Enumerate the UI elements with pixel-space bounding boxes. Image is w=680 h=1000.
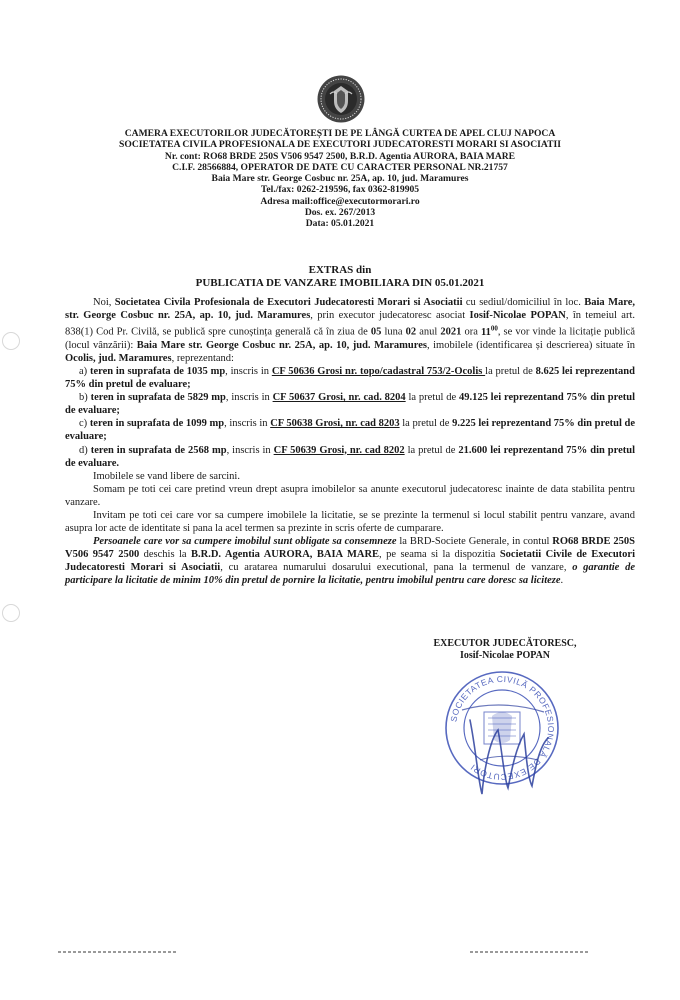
list-item: b) teren in suprafata de 5829 mp, inscris in CF 50637 Grosi, nr. cad. 8204 la pretul de 49.125 lei reprezentand 75% din pretul de evaluare; (65, 392, 635, 417)
phone-fax: Tel./fax: 0262-219596, fax 0362-819905 (260, 184, 420, 196)
free-of-charges-paragraph: Imobilele se vand libere de sarcini. (93, 470, 240, 482)
scan-artifact-line (470, 951, 590, 953)
email: Adresa mail:office@executormorari.ro (260, 195, 420, 207)
coat-of-arms-emblem (316, 74, 366, 124)
signer-title: EXECUTOR JUDECĂTORESC, (433, 638, 577, 649)
signature-block (405, 638, 605, 662)
document-title (40, 264, 640, 290)
invitation-paragraph: Invitam pe toti cei care vor sa cumpere imobilele la licitatie, se se prezinte la termenul si locul stabilit pentru vanzare, avand asupra lor acte de identitate si pana la acel termen sa prezinte in scris oferte de cumparare. (65, 510, 635, 535)
stamp-text: SOCIETATEA CIVILĂ PROFESIONALĂ DE EXECUTORI (448, 673, 557, 783)
document-body (65, 296, 635, 588)
signer-name: Iosif-Nicolae POPAN (459, 650, 551, 661)
list-item: a) teren in suprafata de 1035 mp, inscris in CF 50636 Grosi nr. topo/cadastral 753/2-Ocolis la pretul de 8.625 lei reprezentand 75% din pretul de evaluare; (65, 365, 635, 391)
handwritten-signature (452, 690, 562, 800)
tax-id: C.I.F. 28566884, OPERATOR DE DATE CU CARACTER PERSONAL NR.21757 (172, 161, 508, 173)
document-date: Data: 05.01.2021 (305, 218, 375, 230)
scan-artifact-line (58, 951, 178, 953)
company-name: SOCIETATEA CIVILA PROFESIONALA DE EXECUTORI JUDECATORESTI MORARI SI ASOCIATII (119, 139, 561, 151)
file-number: Dos. ex. 267/2013 (304, 207, 376, 219)
guarantee-paragraph: Persoanele care vor sa cumpere imobilul sunt obligate sa consemneze la BRD-Societe Generale, in contul RO68 BRDE 250S V506 9547 2500 deschis la B.R.D. Agentia AURORA, BAIA MARE, pe seama si la dispozitia Societatii Civile de Executori Judecatoresti Morari si Asociatii, cu aratarea numarului dosarului executional, pana la termenul de vanzare, o garantie de participare la licitatie de minim 10% din pretul de pornire la licitatie, pentru imobilul pentru care doresc sa liciteze. (65, 536, 636, 587)
summons-paragraph: Somam pe toti cei care pretind vreun drept asupra imobilelor sa anunte executorul judecatoresc inainte de data stabilita pentru vanzare. (65, 483, 635, 508)
title-line-2: PUBLICATIA DE VANZARE IMOBILIARA DIN 05.01.2021 (195, 277, 485, 289)
address: Baia Mare str. George Cosbuc nr. 25A, ap. 10, jud. Maramures (211, 173, 469, 185)
letterhead (40, 128, 640, 230)
punch-hole-mark (2, 604, 20, 622)
title-line-1: EXTRAS din (308, 264, 372, 276)
chamber-name: CAMERA EXECUTORILOR JUDECĂTOREȘTI DE PE LÂNGĂ CURTEA DE APEL CLUJ NAPOCA (124, 128, 556, 139)
punch-hole-mark (2, 332, 20, 350)
intro-paragraph: Noi, Societatea Civila Profesionala de Executori Judecatoresti Morari si Asociatii cu sediul/domiciliul în loc. Baia Mare, str. George Cosbuc nr. 25A, ap. 10, jud. Maramures, prin executor judecatoresc asociat Iosif-Nicolae POPAN, în temeiul art. 838(1) Cod Pr. Civilă, se publică spre cunoștința generală că în ziua de 05 luna 02 anul 2021 ora $11^{00}$, se vor vinde la licitație publică (locul vânzării): Baia Mare str. George Cosbuc nr. 25A, ap. 10, jud. Maramures, imobilele (identificarea și descrierea) situate în Ocolis, jud. Maramures, reprezentand: (65, 297, 635, 364)
list-item: c) teren in suprafata de 1099 mp, inscris in CF 50638 Grosi, nr. cad 8203 la pretul de 9.225 lei reprezentand 75% din pretul de evaluare; (65, 418, 635, 443)
bank-account: Nr. cont: RO68 BRDE 250S V506 9547 2500, B.R.D. Agentia AURORA, BAIA MARE (164, 150, 516, 162)
list-item: d) teren in suprafata de 2568 mp, inscris in CF 50639 Grosi, nr. cad 8202 la pretul de 21.600 lei reprezentand 75% din pretul de evaluare. (65, 444, 636, 469)
